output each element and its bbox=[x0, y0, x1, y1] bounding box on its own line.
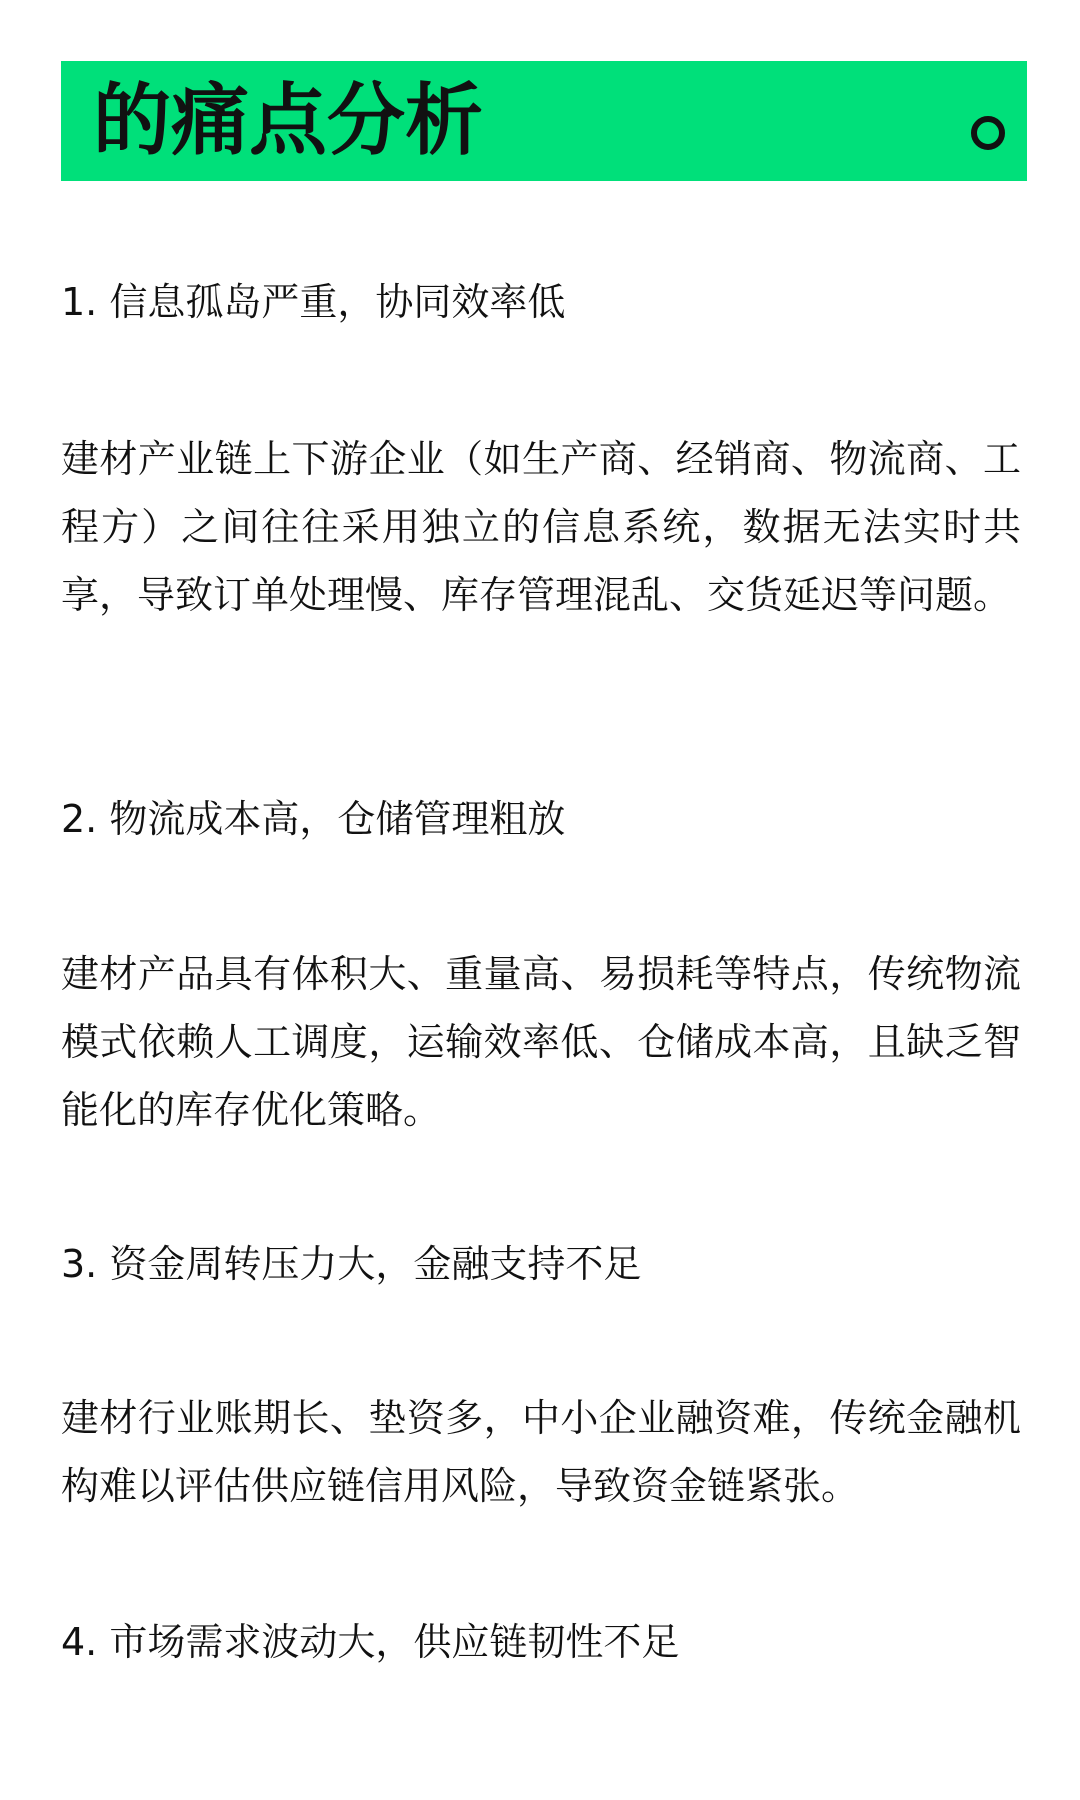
page-title: 的痛点分析 bbox=[93, 76, 484, 166]
section-3-paragraph: 建材行业账期长、垫资多，中小企业融资难，传统金融机构难以评估供应链信用风险，导致资金链紧张。 bbox=[61, 1396, 1021, 1508]
section-1-paragraph: 建材产业链上下游企业（如生产商、经销商、物流商、工程方）之间往往采用独立的信息系统，数据无法实时共享，导致订单处理慢、库存管理混乱、交货延迟等问题。 bbox=[61, 437, 1021, 617]
title-banner bbox=[61, 61, 1027, 181]
section-1-heading: 1. 信息孤岛严重，协同效率低 bbox=[61, 280, 566, 324]
circle-icon bbox=[971, 116, 1005, 150]
section-3-heading: 3. 资金周转压力大，金融支持不足 bbox=[61, 1242, 642, 1286]
section-4-heading: 4. 市场需求波动大，供应链韧性不足 bbox=[61, 1620, 680, 1664]
section-2-paragraph: 建材产品具有体积大、重量高、易损耗等特点，传统物流模式依赖人工调度，运输效率低、仓储成本高，且缺乏智能化的库存优化策略。 bbox=[61, 952, 1021, 1132]
section-2-heading: 2. 物流成本高，仓储管理粗放 bbox=[61, 797, 566, 841]
